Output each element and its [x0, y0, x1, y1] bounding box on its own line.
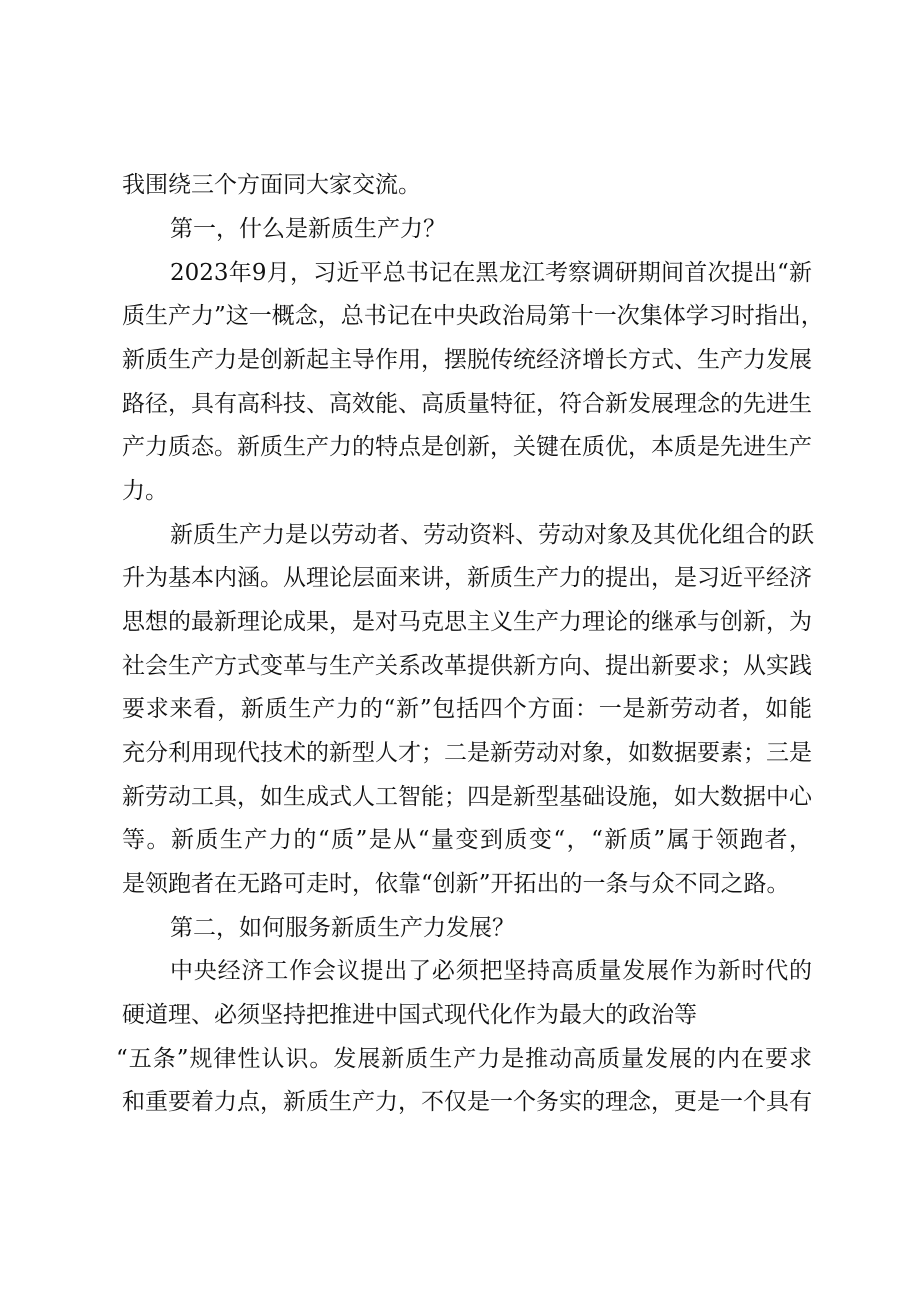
paragraph-line: 产力质态。新质生产力的特点是创新，关键在质优，本质是先进生产: [122, 434, 812, 460]
paragraph-line: 要求来看，新质生产力的“新”包括四个方面：一是新劳动者，如能: [122, 696, 812, 722]
paragraph-line: 硬道理、必须坚持把推进中国式现代化作为最大的政治等: [122, 1002, 697, 1028]
paragraph-line: 是领跑者在无路可走时，依靠“创新”开拓出的一条与众不同之路。: [122, 871, 790, 897]
paragraph-line: 思想的最新理论成果，是对马克思主义生产力理论的继承与创新，为: [122, 609, 812, 635]
paragraph-line: 2023年9月，习近平总书记在黑龙江考察调研期间首次提出“新: [170, 260, 812, 286]
paragraph-line: 中央经济工作会议提出了必须把坚持高质量发展作为新时代的: [170, 958, 812, 984]
paragraph-line: 新劳动工具，如生成式人工智能；四是新型基础设施，如大数据中心: [122, 784, 812, 810]
paragraph-line: 我围绕三个方面同大家交流。: [122, 172, 421, 198]
paragraph-line: 和重要着力点，新质生产力，不仅是一个务实的理念，更是一个具有: [122, 1089, 812, 1115]
paragraph-line: 新质生产力是以劳动者、劳动资料、劳动对象及其优化组合的跃: [170, 522, 814, 548]
section-heading-1: 第一，什么是新质生产力？: [170, 216, 446, 242]
paragraph-line: 充分利用现代技术的新型人才；二是新劳动对象，如数据要素；三是: [122, 740, 812, 766]
paragraph-line: “五条”规律性认识。发展新质生产力是推动高质量发展的内在要求: [116, 1046, 812, 1072]
paragraph-line: 等。新质生产力的“质”是从“量变到质变“，“新质”属于领跑者，: [122, 827, 812, 853]
paragraph-line: 升为基本内涵。从理论层面来讲，新质生产力的提出，是习近平经济: [122, 565, 812, 591]
paragraph-line: 新质生产力是创新起主导作用，摆脱传统经济增长方式、生产力发展: [122, 347, 812, 373]
section-heading-2: 第二，如何服务新质生产力发展？: [170, 915, 515, 941]
paragraph-line: 力。: [122, 478, 168, 504]
paragraph-line: 质生产力”这一概念，总书记在中央政治局第十一次集体学习时指出，: [122, 303, 824, 329]
paragraph-line: 路径，具有高科技、高效能、高质量特征，符合新发展理念的先进生: [122, 391, 812, 417]
paragraph-line: 社会生产方式变革与生产关系改革提供新方向、提出新要求；从实践: [122, 653, 812, 679]
